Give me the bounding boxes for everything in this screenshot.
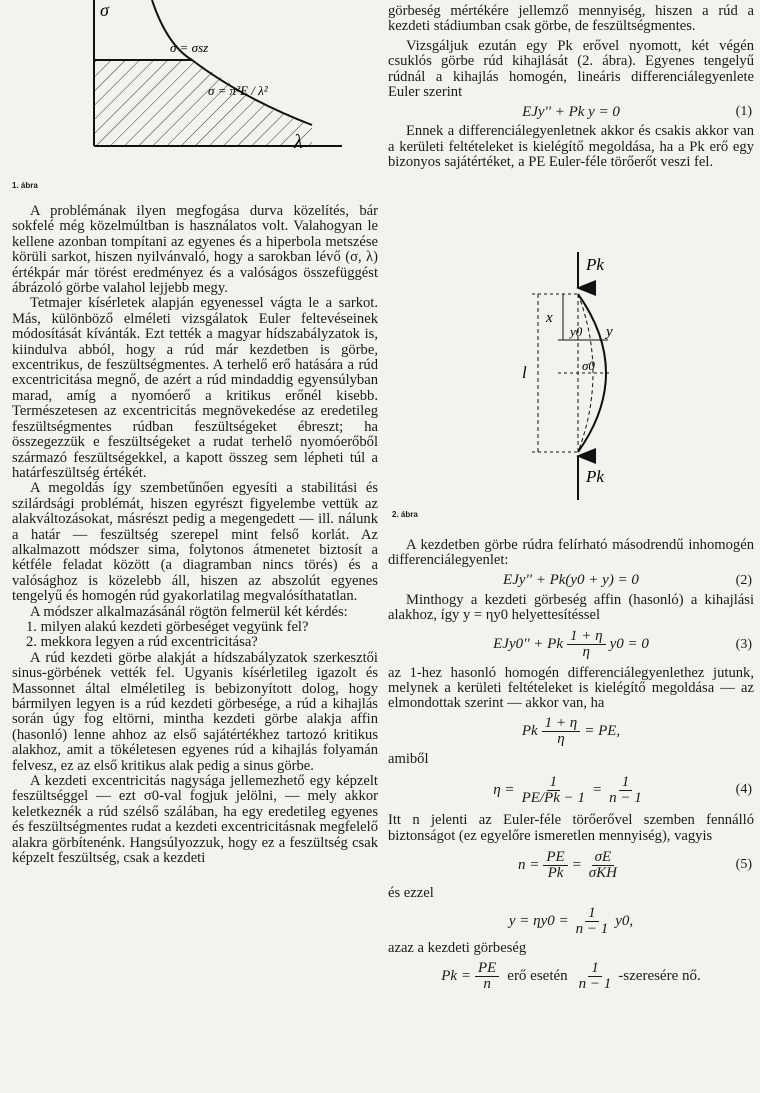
eq-mid: =: [592, 781, 603, 798]
fraction: [567, 629, 606, 660]
equation-number: (2): [735, 572, 752, 588]
equation-6: [388, 901, 754, 941]
fraction: [542, 716, 581, 747]
label-l: l: [522, 363, 527, 382]
label-lambda: λ: [294, 131, 303, 153]
paragraph: görbeség mértékére jellemző mennyiség, hiszen a rúd a kezdeti stádiumban csak görbe, de feszültségmentes.: [388, 3, 754, 35]
fraction: [543, 850, 567, 881]
paragraph: Itt n jelenti az Euler-féle törőerővel szemben fennálló biztonságot (ez egyelőre ismeretlen mennyiség), vagyis: [388, 812, 754, 844]
fraction-den: n − 1: [575, 920, 609, 937]
eq-lhs: Pk =: [441, 968, 471, 985]
label-euler: σ = π²E / λ²: [208, 83, 268, 98]
figure-1: [72, 0, 372, 180]
fraction-den: η: [557, 731, 565, 748]
list-item: 1. milyen alakú kezdeti görbeséget vegyünk fel?: [26, 618, 309, 635]
paragraph: A kezdeti excentricitás nagysága jellemezhető egy képzelt feszültséggel — ezt σ0-val fogjuk jelölni, — mely akkor keletkeznék a rúd szélső szálában, ha egy eredetileg egyenes és feszültségmentes rudat a kezdeti excentricitásnak megfelelő alakra görbítenénk. Hangsúlyozzuk, hogy ez a feszültség csak képzelt feszültség, csak a kezdeti: [12, 773, 378, 867]
eq-rhs: y0,: [615, 912, 634, 929]
figure-2-caption: 2. ábra: [392, 510, 418, 519]
fraction-den: η: [582, 644, 590, 661]
equation-number: (3): [735, 636, 752, 652]
fraction: [475, 961, 499, 992]
fraction: [586, 850, 620, 881]
hatched-region: [94, 60, 312, 146]
fraction-num: 1 + η: [542, 716, 581, 732]
paragraph: A megoldás így szembetűnően egyesíti a stabilitási és szilárdsági problémát, hiszen egyrészt figyelembe vettük az alakváltozásokat, másrészt pedig a megengedett — ill. nálunk a határ — feszültség szerepel mint felső korlát. Az alkalmazott módszer sima, folytonos átmenetet biztosít a kétféle feladat között (a diagramban nincs törés) és a valósághoz is közelebb áll, hiszen az abszolút egyenes tengelyű és homogén rúd gyakorlatilag megvalósíthatatlan.: [12, 480, 378, 605]
fraction: [576, 961, 615, 992]
fraction-num: 1: [619, 775, 633, 791]
paragraph: azaz a kezdeti görbeség: [388, 940, 527, 957]
label-sigma0: σ0: [582, 358, 595, 373]
eq-rhs: = PE,: [584, 723, 621, 740]
label-sigma-sz: σ = σsz: [170, 40, 209, 55]
fraction-num: 1: [547, 775, 561, 791]
figure-2: [518, 250, 718, 520]
paragraph: A problémának ilyen megfogása durva közelítés, bár sokfelé még közelmúltban is használatos volt. Valahogyan le kellene azonban tompítani az egyenes és a hiperbola metszése körüli sarkot, hiszen nyilvánvaló, hogy a sarokban lévő (σ, λ) értékpár már törést eredményez és a valóságos összefüggést ábrázoló görbe valahol lejjebb megy.: [12, 203, 378, 297]
paragraph: Tetmajer kísérletek alapján egyenessel vágta le a sarkot. Más, különböző elméleti vizsgálatok Euler feltevéseinek módosítását kívánták. Ezt tették a magyar hídszabályzatok is, kiindulva abból, hogy a rúd már kezdetben is görbe, excentrikus, de feszültségmentes. A terhelő erő hatására a rúd excentricitása megnő, de azért a rúd mindaddig egyensúlyban marad, amíg a nyomóerő a kritikus erőnél kisebb. Természetesen az excentricitás megnövekedése az eredetileg feszültségmentes rúdban feszültségeket ébreszt; ha összegezzük e feszültségeket a rudat terhelő nyomóerőből származó feszültségekkel, a kapott összeg sem lépheti túl a határfeszültség értékét.: [12, 295, 378, 481]
equation-2: [388, 569, 754, 593]
equation-number: (1): [735, 104, 752, 120]
paragraph: Minthogy a kezdeti görbeség affin (hasonló) a kihajlási alakhoz, így y = ηy0 helyettesítéssel: [388, 591, 754, 624]
equation-4: [388, 767, 754, 813]
paragraph: A rúd kezdeti görbe alakját a hídszabályzatok szerkesztői sinus-görbének vették fel. Ugyanis kísérletileg igazolt és Massonnet által elméletileg is bebizonyított dolog, hogy bármilyen legyen is a rúd kezdeti görbesége, a rúd a kihajlás során úgy fog eltörni, mintha kezdeti görbe alakja affin (hasonló) lenne ahhoz az első sajátértékhez tartozó kritikus alakhoz, amit a tökéletesen egyenes rúd a kihajlás folyamán felvesz, ez az első kritikus alak pedig a sinus görbe.: [12, 649, 378, 774]
equation-number: (5): [735, 857, 752, 873]
equation-number: (4): [735, 782, 752, 798]
label-sigma: σ: [100, 0, 109, 20]
paragraph: amiből: [388, 750, 429, 767]
fraction-num: 1: [585, 906, 599, 922]
eq-lhs: η =: [493, 781, 515, 798]
fraction-den: PE/Pk − 1: [521, 789, 585, 806]
fraction: [519, 775, 588, 806]
label-x: x: [546, 310, 553, 326]
eq-tail: -szeresére nő.: [618, 968, 701, 985]
eq-rhs: y0 = 0: [609, 636, 649, 653]
equation-3: [388, 624, 754, 666]
paragraph: A kezdetben görbe rúdra felírható másodrendű inhomogén differenciálegyenlet:: [388, 537, 754, 569]
label-pk-bottom: Pk: [586, 467, 604, 486]
fraction-den: σKH: [588, 864, 618, 881]
equation-text: EJy'' + Pk(y0 + y) = 0: [503, 572, 639, 589]
paragraph: Vizsgáljuk ezután egy Pk erővel nyomott, két végén csuklós görbe rúd kihajlását (2. ábra). Egyenes tengelyű rúdnál a kihajlás homogén, lineáris differenciálegyenlete Euler szerint: [388, 37, 754, 101]
fraction: [573, 906, 612, 937]
fraction-num: 1: [588, 961, 602, 977]
equation-5: [388, 844, 754, 886]
fraction-num: PE: [543, 850, 567, 866]
fraction-den: n: [483, 976, 491, 993]
fraction-den: Pk: [547, 864, 564, 881]
eq-lhs: n =: [517, 856, 540, 873]
equation-condition: [388, 712, 754, 752]
eq-mid: =: [571, 856, 582, 873]
label-pk-top: Pk: [586, 255, 604, 274]
equation-last: [388, 957, 754, 997]
fraction: [606, 775, 645, 806]
figure-1-caption: 1. ábra: [12, 181, 38, 190]
fraction-num: 1 + η: [567, 629, 606, 645]
eq-lhs: y = ηy0 =: [508, 912, 569, 929]
question-list: [12, 620, 378, 651]
label-y0: y0: [570, 324, 583, 339]
fraction-den: n − 1: [609, 789, 642, 806]
equation-text: EJy'' + Pk y = 0: [522, 103, 620, 120]
paragraph: A módszer alkalmazásánál rögtön felmerül két kérdés:: [30, 603, 348, 620]
paragraph: és ezzel: [388, 885, 434, 902]
eq-lhs: EJy0'' + Pk: [493, 636, 563, 653]
eq-mid: erő esetén: [507, 968, 568, 985]
fraction-den: n − 1: [578, 976, 612, 993]
eq-lhs: Pk: [521, 723, 538, 740]
list-item: 2. mekkora legyen a rúd excentricitása?: [26, 634, 258, 651]
equation-1: [388, 100, 754, 124]
paragraph: az 1-hez hasonló homogén differenciálegyenlethez jutunk, melynek a kerületi feltételeket is kielégítő megoldása — az elmondottak szerint — akkor van, ha: [388, 664, 754, 712]
label-y: y: [606, 324, 613, 340]
fraction-num: σE: [592, 850, 615, 866]
fraction-num: PE: [475, 961, 499, 977]
paragraph: Ennek a differenciálegyenletnek akkor és csakis akkor van a kerületi feltételeket is kielégítő megoldása, ha a Pk erő egy bizonyos sajátértéket, a PE Euler-féle törőerőt veszi fel.: [388, 123, 754, 171]
